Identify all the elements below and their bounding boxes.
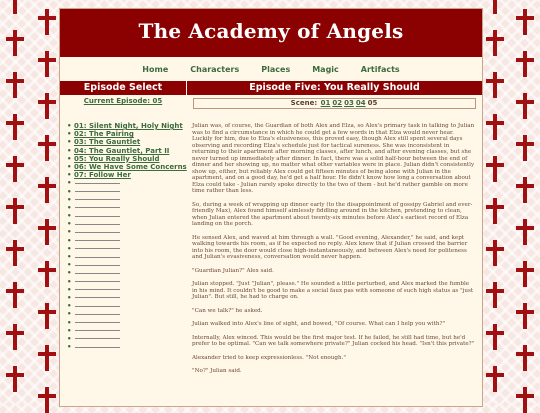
cross-icon — [516, 345, 534, 371]
empty-episode-slot — [67, 220, 187, 228]
empty-episode-slot — [67, 278, 187, 286]
scene-link[interactable]: 02 — [332, 99, 343, 107]
empty-episode-slot — [67, 294, 187, 302]
bullet-icon: • — [67, 195, 72, 204]
bullet-icon: • — [67, 310, 72, 319]
cross-icon — [6, 114, 24, 140]
cross-icon — [516, 93, 534, 119]
cross-icon — [486, 282, 504, 308]
blank-line — [75, 297, 120, 298]
cross-icon — [486, 0, 504, 14]
story-paragraph: "No?" Julian said. — [192, 368, 242, 374]
empty-episode-slot — [67, 212, 187, 220]
nav-places-link[interactable]: Places — [261, 64, 291, 74]
bullet-icon: • — [67, 187, 72, 196]
blank-line — [75, 199, 120, 200]
blank-line — [75, 216, 120, 217]
cross-icon — [486, 324, 504, 350]
bullet-icon: • — [67, 261, 72, 270]
cross-icon — [38, 345, 56, 371]
cross-icon — [38, 303, 56, 329]
cross-icon — [6, 72, 24, 98]
empty-episode-slot — [67, 245, 187, 253]
story-paragraph: "Guardian Julian?" Alex said. — [192, 267, 274, 274]
bullet-icon: • — [67, 154, 72, 163]
story-paragraph: "Can we talk?" he asked. — [192, 307, 263, 314]
episode-sidebar — [60, 95, 186, 406]
bullet-icon: • — [67, 293, 72, 302]
bullet-icon: • — [67, 244, 72, 253]
empty-episode-slot — [67, 343, 187, 351]
bullet-icon: • — [67, 203, 72, 212]
cross-icon — [6, 30, 24, 56]
nav-home-link[interactable]: Home — [142, 64, 169, 74]
empty-episode-slot — [67, 327, 187, 335]
cross-icon — [6, 324, 24, 350]
blank-line — [75, 257, 120, 258]
blank-line — [75, 183, 120, 184]
episode-label: 04: The Gauntlet, Part II — [74, 146, 170, 155]
cross-icon — [516, 303, 534, 329]
story-text — [192, 123, 476, 382]
bullet-icon: • — [67, 269, 72, 278]
blank-line — [75, 248, 120, 249]
page-frame — [59, 8, 483, 407]
nav-magic-link[interactable]: Magic — [312, 64, 339, 74]
episode-select-header: Episode Select — [60, 81, 186, 95]
episode-label: 07: Follow Her — [74, 171, 131, 180]
story-paragraph: Internally, Alex winced. This would be the first major test. If he failed, he still had time, but he'd prefer to be optimal. "Can we talk somewhere private?" Julian cocked his head. "Isn't this private?" — [192, 334, 475, 347]
cross-icon — [516, 261, 534, 287]
current-episode-link[interactable]: Current Episode: 05 — [83, 97, 163, 105]
empty-episode-slot — [67, 261, 187, 269]
episode-link[interactable] — [67, 130, 187, 138]
episode-list — [67, 122, 187, 351]
cross-icon — [6, 198, 24, 224]
scene-link[interactable]: 03 — [344, 99, 354, 107]
nav-characters-link[interactable]: Characters — [190, 64, 240, 74]
empty-episode-slot — [67, 269, 187, 277]
cross-icon — [516, 9, 534, 35]
cross-icon — [516, 51, 534, 77]
bullet-icon: • — [67, 212, 72, 221]
bullet-icon: • — [67, 277, 72, 286]
empty-episode-slot — [67, 196, 187, 204]
episode-title-header: Episode Five: You Really Should — [187, 81, 482, 95]
story-paragraph: Alexander tried to keep expressionless. "Not enough." — [192, 354, 346, 361]
cross-icon — [6, 366, 24, 392]
main-nav — [60, 57, 482, 81]
cross-icon — [516, 135, 534, 161]
cross-icon — [516, 177, 534, 203]
bullet-icon: • — [67, 318, 72, 327]
bullet-icon: • — [67, 220, 72, 229]
empty-episode-slot — [67, 310, 187, 318]
blank-line — [75, 232, 120, 233]
episode-label: 01: Silent Night, Holy Night — [74, 122, 183, 130]
blank-line — [75, 265, 120, 266]
empty-episode-slot — [67, 253, 187, 261]
blank-line — [75, 281, 120, 282]
cross-icon — [6, 0, 24, 14]
cross-icon — [516, 219, 534, 245]
bullet-icon: • — [67, 228, 72, 237]
blank-line — [75, 322, 120, 323]
cross-icon — [486, 198, 504, 224]
empty-episode-slot — [67, 302, 187, 310]
cross-icon — [38, 387, 56, 413]
story-paragraph: Julian walked into Alex's line of sight, and bowed, "Of course. What can I help you with?" — [192, 321, 446, 327]
scene-link[interactable]: 01 — [320, 99, 331, 107]
blank-line — [75, 347, 120, 348]
blank-line — [75, 273, 120, 274]
bullet-icon: • — [67, 138, 72, 147]
episode-label: 02: The Pairing — [74, 130, 134, 139]
blank-line — [75, 191, 120, 192]
empty-episode-slot — [67, 204, 187, 212]
bullet-icon: • — [67, 285, 72, 294]
scene-selector — [193, 98, 476, 109]
bullet-icon: • — [67, 130, 72, 139]
site-title: The Academy of Angels — [138, 19, 404, 43]
story-paragraph: Julian was, of course, the Guardian of both Alex and Elza, so Alex's primary task in talking to Julian was to find a circumstance in which he could get a few words in that Elza would never hear. Luckily for him, due to Elza's elusiveness, this proved easy, though Alex still spent several days observing and recording Elza's schedule just for tactical sureness. She was inconsistent in returning to their apartment after morning classes, after lunch, and after evening classes, but she never turned up immediately after dinner. In fact, there was a solid half-hour between the end of dinner and her showing up, no matter what other variables were in place. Julian didn't consistently show up, either, but reliably Alex could get fifteen minutes of being alone with Julian in the apartment, and on a good day, he'd get a half hour. He didn't know how long a conversation about Elza could take - Julian rarely spoke directly to the two of them - but he'd rather gamble on more time rather than less. — [192, 123, 475, 194]
cross-icon — [38, 177, 56, 203]
empty-episode-slot — [67, 335, 187, 343]
bullet-icon: • — [67, 236, 72, 245]
cross-icon — [486, 156, 504, 182]
blank-line — [75, 306, 120, 307]
blank-line — [75, 240, 120, 241]
empty-episode-slot — [67, 188, 187, 196]
bullet-icon: • — [67, 146, 72, 155]
bullet-icon: • — [67, 122, 72, 130]
episode-link[interactable] — [67, 147, 187, 155]
episode-link[interactable] — [67, 138, 187, 146]
empty-episode-slot — [67, 319, 187, 327]
blank-line — [75, 330, 120, 331]
episode-link[interactable] — [67, 122, 187, 130]
story-paragraph: So, during a week of wrapping up dinner early (to the disappointment of gossipy Gabriel and ever-friendly Max), Alex found himself aimlessly fiddling around in the kitchen, pretending to clean, when Julian entered the apartment about twenty-six minutes before Alex's earliest record of Elza landing on the porch. — [192, 201, 473, 227]
empty-episode-slot — [67, 237, 187, 245]
episode-label: 03: The Gauntlet — [74, 138, 141, 147]
scene-link[interactable]: 04 — [355, 99, 366, 107]
bullet-icon: • — [67, 343, 72, 352]
scene-label: Scene: — [290, 99, 318, 107]
episode-label: 06: We Have Some Concerns — [74, 162, 187, 171]
cross-icon — [486, 114, 504, 140]
blank-line — [75, 224, 120, 225]
cross-icon — [6, 156, 24, 182]
empty-episode-slot — [67, 179, 187, 187]
cross-icon — [38, 219, 56, 245]
bullet-icon: • — [67, 253, 72, 261]
cross-icon — [38, 51, 56, 77]
cross-icon — [486, 240, 504, 266]
cross-icon — [6, 240, 24, 266]
bullet-icon: • — [67, 179, 72, 188]
bullet-icon: • — [67, 326, 72, 335]
story-panel — [187, 95, 482, 406]
story-paragraph: He sensed Alex, and waved at him through a wall. "Good evening, Alexander," he said, and kept walking towards his room, as if he expected no reply. Alex knew that if Julian crossed the barrier into his room, the door would close high-instantaneously, and between Alex's need for politeness and Julian's evasiveness, conversation would never happen. — [192, 234, 468, 260]
blank-line — [75, 314, 120, 315]
blank-line — [75, 289, 120, 290]
nav-artifacts-link[interactable]: Artifacts — [360, 64, 400, 74]
episode-link[interactable] — [67, 163, 187, 171]
current-scene: 05 — [367, 99, 378, 107]
bullet-icon: • — [67, 334, 72, 343]
cross-icon — [38, 135, 56, 161]
cross-icon — [38, 93, 56, 119]
episode-label: 05: You Really Should — [74, 154, 160, 163]
empty-episode-slot — [67, 286, 187, 294]
empty-episode-slot — [67, 228, 187, 236]
bullet-icon: • — [67, 162, 72, 171]
episode-link[interactable] — [67, 171, 187, 179]
site-banner — [60, 9, 482, 57]
bullet-icon: • — [67, 171, 72, 180]
blank-line — [75, 338, 120, 339]
bullet-icon: • — [67, 302, 72, 311]
cross-icon — [486, 72, 504, 98]
blank-line — [75, 207, 120, 208]
cross-icon — [6, 282, 24, 308]
story-paragraph: Julian stopped. "Just "Julian", please." He sounded a little perturbed, and Alex marked the fumble in his mind. It couldn't be good to make a social faux pas with someone of such high status as "just Julian". But still, he had to charge on. — [192, 281, 474, 300]
episode-link[interactable] — [67, 155, 187, 163]
cross-icon — [486, 30, 504, 56]
cross-icon — [516, 387, 534, 413]
cross-icon — [38, 9, 56, 35]
cross-icon — [38, 261, 56, 287]
cross-icon — [486, 366, 504, 392]
